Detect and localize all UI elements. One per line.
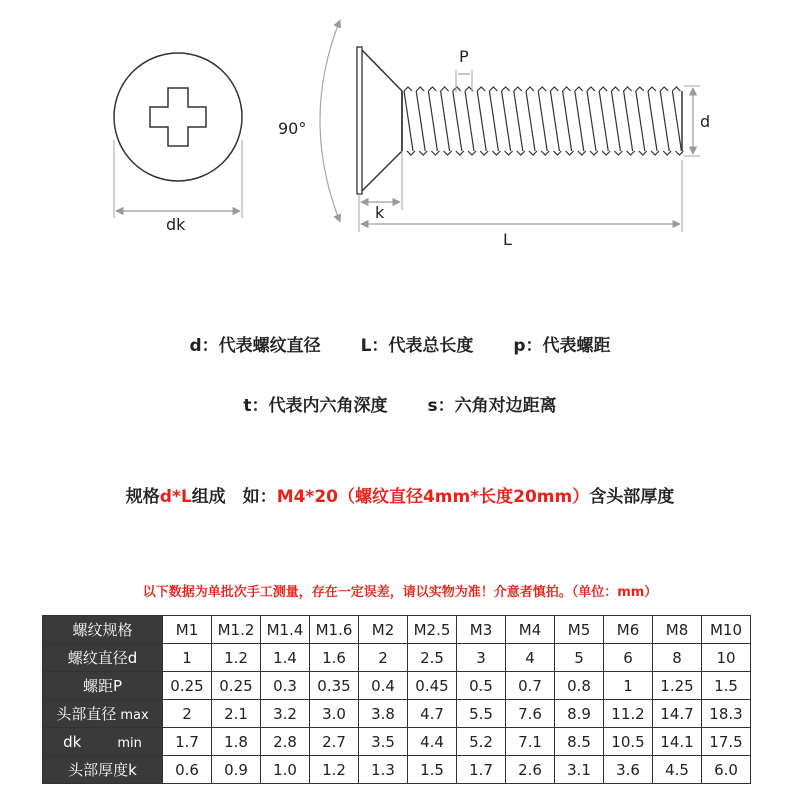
table-cell: 0.5: [457, 672, 506, 700]
table-cell: 1.6: [310, 644, 359, 672]
row-sublabel: max: [120, 708, 149, 723]
table-cell: 1.8: [212, 728, 261, 756]
table-cell: 1: [604, 672, 653, 700]
row-header: [43, 700, 163, 728]
row-header: [43, 728, 163, 756]
row-label: 螺距P: [82, 677, 123, 695]
table-cell: M8: [653, 616, 702, 644]
table-row: [43, 616, 751, 644]
table-cell: 1.25: [653, 672, 702, 700]
table-cell: 6: [604, 644, 653, 672]
table-cell: M2.5: [408, 616, 457, 644]
spec-table: [42, 615, 751, 784]
spec-mid: 组成 如：: [191, 487, 277, 507]
angle-arc: [320, 20, 340, 222]
table-cell: M1.2: [212, 616, 261, 644]
table-cell: M10: [702, 616, 751, 644]
phillips-cross: [150, 88, 206, 146]
table-cell: 1.5: [408, 756, 457, 784]
table-cell: 0.7: [506, 672, 555, 700]
diameter-label: d: [700, 112, 711, 131]
row-header: [43, 644, 163, 672]
table-row: [43, 672, 751, 700]
table-cell: 0.3: [261, 672, 310, 700]
table-cell: 2.6: [506, 756, 555, 784]
row-label: 头部直径: [56, 705, 117, 723]
table-row: [43, 700, 751, 728]
spec-formula: d*L: [159, 487, 192, 507]
table-cell: 11.2: [604, 700, 653, 728]
table-row: [43, 728, 751, 756]
table-cell: 0.6: [163, 756, 212, 784]
table-cell: 5.5: [457, 700, 506, 728]
table-row: [43, 756, 751, 784]
table-row: [43, 644, 751, 672]
angle-label: 90°: [278, 119, 307, 138]
table-cell: 0.8: [555, 672, 604, 700]
table-cell: 5.2: [457, 728, 506, 756]
table-cell: 0.25: [163, 672, 212, 700]
row-header: [43, 616, 163, 644]
measurement-note: 以下数据为单批次手工测量，存在一定误差，请以实物为准！介意者慎拍。（单位：mm）: [142, 585, 658, 600]
legend-line-2: [0, 391, 800, 416]
table-cell: 4.7: [408, 700, 457, 728]
spec-example-value: M4*20（螺纹直径4mm*长度20mm）: [276, 487, 590, 507]
table-cell: 0.35: [310, 672, 359, 700]
table-cell: 4.5: [653, 756, 702, 784]
table-cell: 14.7: [653, 700, 702, 728]
row-label: 螺纹规格: [72, 621, 133, 639]
table-cell: 3.6: [604, 756, 653, 784]
screw-diagram: [0, 0, 800, 300]
table-cell: 1.5: [702, 672, 751, 700]
table-cell: 10.5: [604, 728, 653, 756]
table-cell: 1.0: [261, 756, 310, 784]
table-cell: 8: [653, 644, 702, 672]
table-cell: M4: [506, 616, 555, 644]
row-header: [43, 672, 163, 700]
table-cell: M1: [163, 616, 212, 644]
table-cell: 3.8: [359, 700, 408, 728]
table-cell: 6.0: [702, 756, 751, 784]
head-height-label: k: [375, 203, 385, 222]
row-label: dk: [63, 732, 82, 751]
head-diameter-label: dk: [166, 215, 186, 234]
table-cell: M2: [359, 616, 408, 644]
table-cell: 8.5: [555, 728, 604, 756]
row-header: [43, 756, 163, 784]
table-cell: 1.2: [212, 644, 261, 672]
table-cell: 3.2: [261, 700, 310, 728]
table-cell: M5: [555, 616, 604, 644]
table-cell: 3.5: [359, 728, 408, 756]
table-cell: 2: [163, 700, 212, 728]
table-cell: 10: [702, 644, 751, 672]
legend-l: L：代表总长度: [360, 336, 474, 356]
table-cell: 0.45: [408, 672, 457, 700]
row-label: 螺纹直径d: [67, 649, 138, 667]
table-cell: 17.5: [702, 728, 751, 756]
legend-line-1: [0, 331, 800, 356]
table-cell: 18.3: [702, 700, 751, 728]
table-cell: 1: [163, 644, 212, 672]
table-cell: 2.1: [212, 700, 261, 728]
table-cell: 0.9: [212, 756, 261, 784]
length-label: L: [503, 230, 512, 249]
table-cell: 1.7: [457, 756, 506, 784]
legend-t: t：代表内六角深度: [243, 396, 388, 416]
table-cell: 2.8: [261, 728, 310, 756]
table-cell: 14.1: [653, 728, 702, 756]
table-cell: 2.5: [408, 644, 457, 672]
table-cell: 3.0: [310, 700, 359, 728]
table-cell: 7.1: [506, 728, 555, 756]
row-sublabel: min: [117, 735, 142, 751]
table-cell: 5: [555, 644, 604, 672]
table-cell: 1.4: [261, 644, 310, 672]
table-cell: 8.9: [555, 700, 604, 728]
table-cell: M3: [457, 616, 506, 644]
table-cell: 0.4: [359, 672, 408, 700]
table-cell: 4.4: [408, 728, 457, 756]
table-cell: 4: [506, 644, 555, 672]
table-cell: 2.7: [310, 728, 359, 756]
table-cell: M1.4: [261, 616, 310, 644]
table-cell: M1.6: [310, 616, 359, 644]
table-cell: 3: [457, 644, 506, 672]
table-cell: M6: [604, 616, 653, 644]
legend-d: d：代表螺纹直径: [189, 336, 321, 356]
spec-example: [0, 482, 800, 507]
table-cell: 1.3: [359, 756, 408, 784]
screw-side-view: [320, 20, 700, 232]
legend-s: s：六角对边距离: [427, 396, 557, 416]
spec-prefix: 规格: [125, 487, 160, 507]
table-cell: 1.7: [163, 728, 212, 756]
table-cell: 3.1: [555, 756, 604, 784]
table-cell: 1.2: [310, 756, 359, 784]
thread-lines: [404, 87, 683, 155]
row-label: 头部厚度k: [68, 761, 137, 779]
table-cell: 0.25: [212, 672, 261, 700]
table-cell: 2: [359, 644, 408, 672]
head-top-view: [114, 53, 242, 218]
spec-suffix: 含头部厚度: [589, 487, 675, 507]
table-cell: 7.6: [506, 700, 555, 728]
pitch-label: P: [459, 47, 469, 66]
legend-p: p：代表螺距: [513, 336, 611, 356]
